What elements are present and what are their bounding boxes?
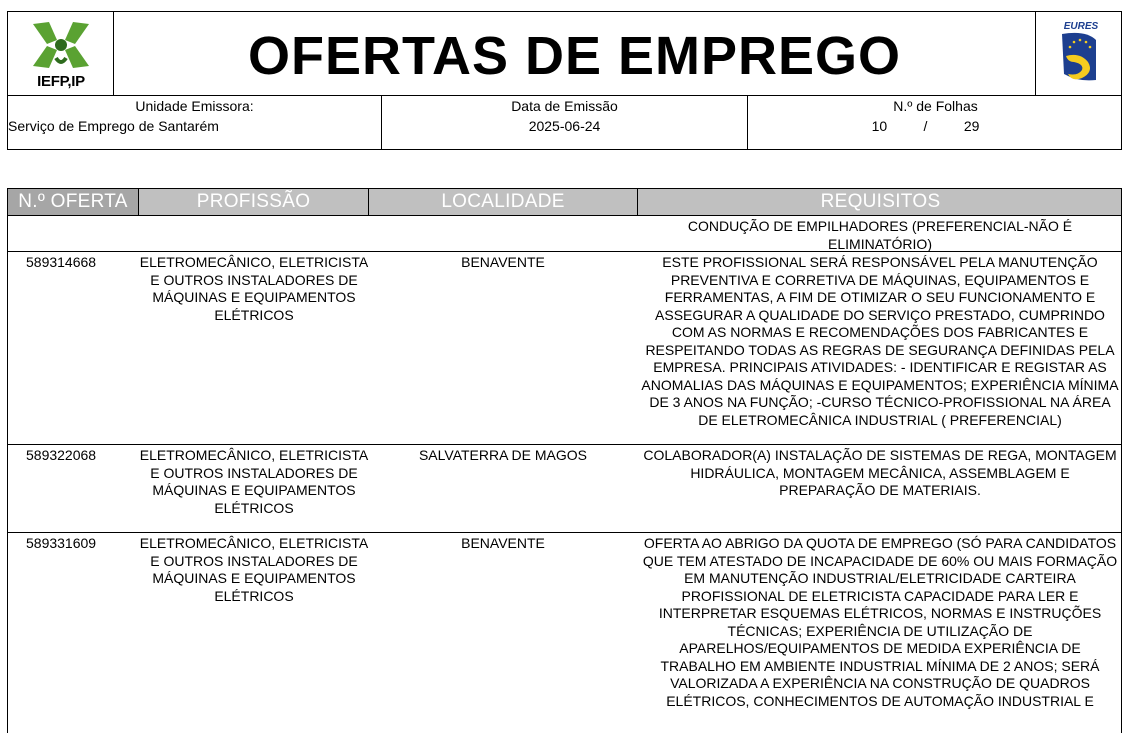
data-label: Data de Emissão [511, 98, 618, 114]
table-row [8, 533, 1121, 733]
folhas-total: 29 [963, 118, 980, 134]
table-row [8, 445, 1121, 533]
column-header-profissao: PROFISSÃO [139, 189, 369, 215]
folhas-current: 10 [871, 118, 888, 134]
localidade [369, 216, 637, 218]
table-row [8, 216, 1121, 252]
localidade: BENAVENTE [461, 254, 545, 270]
page-title: OFERTAS DE EMPREGO [247, 26, 902, 86]
svg-text:EURES: EURES [1063, 21, 1099, 32]
table-header [8, 189, 1121, 216]
header-info-band [8, 96, 1121, 149]
document-header [7, 11, 1122, 150]
logo-text: IEFP,IP [37, 73, 85, 90]
iefp-logo-mark-icon [27, 18, 95, 72]
profissao: ELETROMECÂNICO, ELETRICISTA E OUTROS INSTALADORES DE MÁQUINAS E EQUIPAMENTOS ELÉTRICOS [139, 535, 369, 604]
requisitos: COLABORADOR(A) INSTALAÇÃO DE SISTEMAS DE REGA, MONTAGEM HIDRÁULICA, MONTAGEM MECÂNICA, ASSEMBLAGEM E PREPARAÇÃO DE MATERIAIS. [643, 447, 1117, 498]
header-top-band [8, 12, 1121, 96]
folhas-value [748, 116, 1123, 136]
eures-logo-icon [1056, 20, 1106, 88]
job-offers-table [7, 188, 1122, 733]
oferta-id: 589322068 [26, 447, 97, 463]
data-emissao [382, 96, 748, 149]
unidade-emissora [8, 96, 382, 149]
oferta-id: 589331609 [26, 535, 97, 551]
column-header-oferta: N.º OFERTA [8, 189, 139, 215]
column-header-localidade: LOCALIDADE [441, 191, 565, 212]
folhas-separator: / [923, 118, 928, 134]
profissao [139, 216, 369, 218]
profissao: ELETROMECÂNICO, ELETRICISTA E OUTROS INSTALADORES DE MÁQUINAS E EQUIPAMENTOS ELÉTRICOS [139, 447, 369, 516]
column-header-requisitos: REQUISITOS [637, 189, 1123, 215]
unidade-label: Unidade Emissora: [135, 98, 254, 114]
localidade: BENAVENTE [461, 535, 545, 551]
requisitos: CONDUÇÃO DE EMPILHADORES (PREFERENCIAL-NÃO É ELIMINATÓRIO) [687, 218, 1073, 252]
requisitos: OFERTA AO ABRIGO DA QUOTA DE EMPREGO (SÓ PARA CANDIDATOS QUE TEM ATESTADO DE INCAPACIDADE DE 60% OU MAIS FORMAÇÃO EM MANUTENÇÃO INDUSTRIAL/ELETRICIDADE CARTEIRA PROFISSIONAL DE ELETRICISTA CAPACIDADE PARA LER E INTERPRETAR ESQUEMAS ELÉTRICOS, NORMAS E INSTRUÇÕES TÉCNICAS; EXPERIÊNCIA DE UTILIZAÇÃO DE APARELHOS/EQUIPAMENTOS DE MEDIDA EXPERIÊNCIA DE TRABALHO EM AMBIENTE INDUSTRIAL MÍNIMA DE 2 ANOS; SERÁ VALORIZADA A EXPERIÊNCIA NA CONSTRUÇÃO DE QUADROS ELÉTRICOS, CONHECIMENTOS DE AUTOMAÇÃO INDUSTRIAL E [642, 535, 1118, 709]
profissao: ELETROMECÂNICO, ELETRICISTA E OUTROS INSTALADORES DE MÁQUINAS E EQUIPAMENTOS ELÉTRICOS [139, 254, 369, 323]
unidade-value: Serviço de Emprego de Santarém [8, 118, 219, 134]
localidade: SALVATERRA DE MAGOS [418, 447, 588, 463]
data-value: 2025-06-24 [528, 118, 601, 134]
numero-folhas [748, 96, 1123, 149]
iefp-logo [8, 12, 114, 96]
folhas-label: N.º de Folhas [893, 98, 978, 114]
oferta-id: 589314668 [26, 254, 97, 270]
requisitos: ESTE PROFISSIONAL SERÁ RESPONSÁVEL PELA MANUTENÇÃO PREVENTIVA E CORRETIVA DE MÁQUINAS, EQUIPAMENTOS E FERRAMENTAS, A FIM DE OTIMIZAR O SEU FUNCIONAMENTO E ASSEGURAR A QUALIDADE DO SERVIÇO PRESTADO, CUMPRINDO COM AS NORMAS E RECOMENDAÇÕES DOS FABRICANTES E RESPEITANDO TODAS AS REGRAS DE SEGURANÇA DEFINIDAS PELA EMPRESA. PRINCIPAIS ATIVIDADES: - IDENTIFICAR E REGISTAR AS ANOMALIAS DAS MÁQUINAS E EQUIPAMENTOS; EXPERIÊNCIA MÍNIMA DE 3 ANOS NA FUNÇÃO; -CURSO TÉCNICO-PROFISSIONAL NA ÁREA DE ELETROMECÂNICA INDUSTRIAL ( PREFERENCIAL) [641, 254, 1119, 428]
eures-logo [1035, 12, 1121, 96]
oferta-id [26, 216, 136, 218]
table-row [8, 252, 1121, 445]
